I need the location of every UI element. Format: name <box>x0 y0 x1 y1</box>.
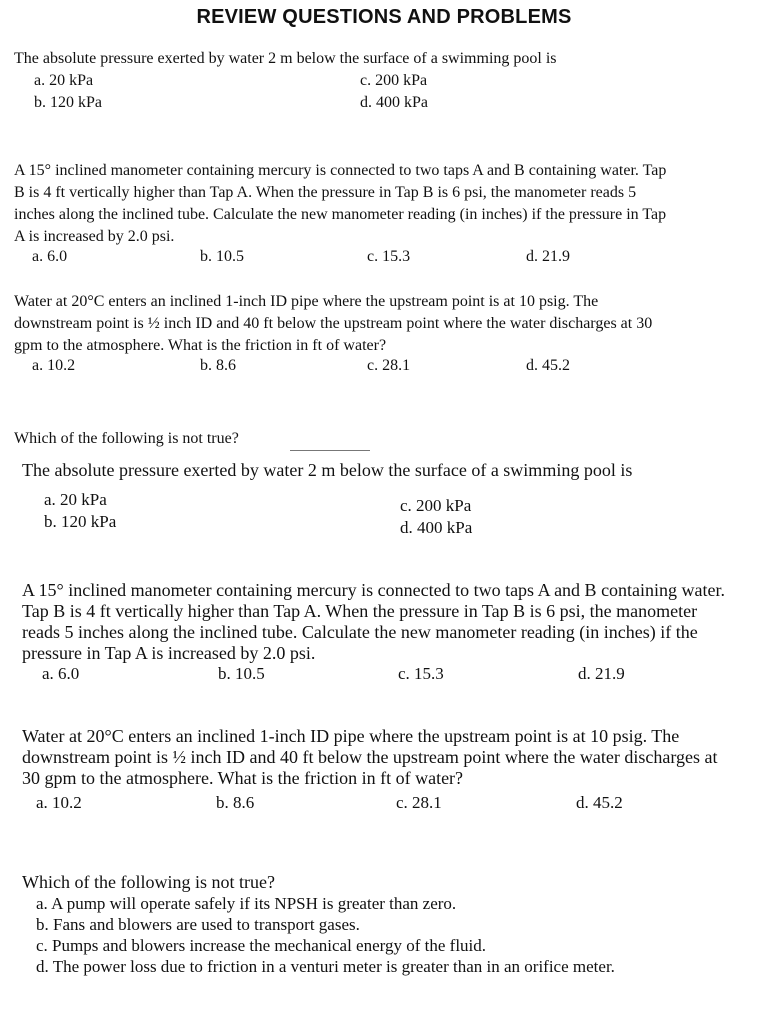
question-2 <box>22 580 734 688</box>
option-d: d. 45.2 <box>526 357 570 374</box>
option-b: b. 8.6 <box>216 793 255 812</box>
question-stem: Which of the following is not true? <box>22 872 275 892</box>
question-stem: A 15° inclined manometer containing mercury is connected to two taps A and B containing water. Tap B is 4 ft vertically higher than Tap A. When the pressure in Tap B is 6 psi, the manometer reads 5 inches along the inclined tube. Calculate the new manometer reading (in inches) if the pressure in Tap A is increased by 2.0 psi. <box>14 162 667 245</box>
option-c: c. 200 kPa <box>400 496 472 515</box>
question-4-top <box>14 428 674 450</box>
answer-options <box>14 248 674 270</box>
option-b: b. Fans and blowers are used to transport gases. <box>36 915 360 934</box>
option-d: d. 21.9 <box>526 248 570 265</box>
option-a: a. A pump will operate safely if its NPSH is greater than zero. <box>36 894 457 913</box>
option-c: c. 200 kPa <box>360 72 428 89</box>
option-b: b. 10.5 <box>218 664 265 683</box>
question-1 <box>22 460 734 541</box>
question-stem: The absolute pressure exerted by water 2 m below the surface of a swimming pool is <box>14 50 557 67</box>
option-c: c. 28.1 <box>396 793 442 812</box>
option-d: d. 400 kPa <box>360 94 428 111</box>
option-a: a. 6.0 <box>32 248 68 265</box>
divider-line <box>290 450 370 451</box>
option-b: b. 120 kPa <box>34 94 102 111</box>
option-d: d. The power loss due to friction in a venturi meter is greater than in an orifice meter. <box>36 957 615 976</box>
page-title: REVIEW QUESTIONS AND PROBLEMS <box>196 6 572 28</box>
answer-options <box>22 489 734 541</box>
option-c: c. 28.1 <box>367 357 411 374</box>
question-3 <box>22 726 734 817</box>
question-stem: A 15° inclined manometer containing mercury is connected to two taps A and B containing water. Tap B is 4 ft vertically higher than Tap A. When the pressure in Tap B is 6 psi, the manometer reads 5 inches along the inclined tube. Calculate the new manometer reading (in inches) if the pressure in Tap A is increased by 2.0 psi. <box>22 580 726 663</box>
answer-options <box>22 664 734 688</box>
option-b: b. 8.6 <box>200 357 236 374</box>
option-d: d. 400 kPa <box>400 518 473 537</box>
option-a: a. 20 kPa <box>34 72 94 89</box>
option-a: a. 20 kPa <box>44 490 107 509</box>
answer-options <box>22 893 662 977</box>
option-d: d. 45.2 <box>576 793 623 812</box>
option-c: c. 15.3 <box>367 248 411 265</box>
option-c: c. 15.3 <box>398 664 444 683</box>
question-stem: Water at 20°C enters an inclined 1-inch ID pipe where the upstream point is at 10 psig. The downstream point is ½ inch ID and 40 ft below the upstream point where the water discharges at 30 gpm to the atmosphere. What is the friction in ft of water? <box>22 726 718 788</box>
question-stem: The absolute pressure exerted by water 2 m below the surface of a swimming pool is <box>22 460 633 480</box>
question-1-top <box>14 48 674 114</box>
answer-options <box>14 357 674 379</box>
option-b: b. 120 kPa <box>44 512 117 531</box>
question-3-top <box>14 291 674 379</box>
answer-options <box>22 793 734 817</box>
option-d: d. 21.9 <box>578 664 625 683</box>
option-a: a. 10.2 <box>36 793 82 812</box>
option-b: b. 10.5 <box>200 248 244 265</box>
question-stem: Which of the following is not true? <box>14 430 239 447</box>
option-a: a. 6.0 <box>42 664 80 683</box>
question-4 <box>22 872 662 977</box>
question-stem: Water at 20°C enters an inclined 1-inch ID pipe where the upstream point is at 10 psig. The downstream point is ½ inch ID and 40 ft below the upstream point where the water discharges at 30 gpm to the atmosphere. What is the friction in ft of water? <box>14 293 653 354</box>
option-c: c. Pumps and blowers increase the mechanical energy of the fluid. <box>36 936 487 955</box>
option-a: a. 10.2 <box>32 357 76 374</box>
question-2-top <box>14 160 674 270</box>
answer-options <box>14 70 674 114</box>
